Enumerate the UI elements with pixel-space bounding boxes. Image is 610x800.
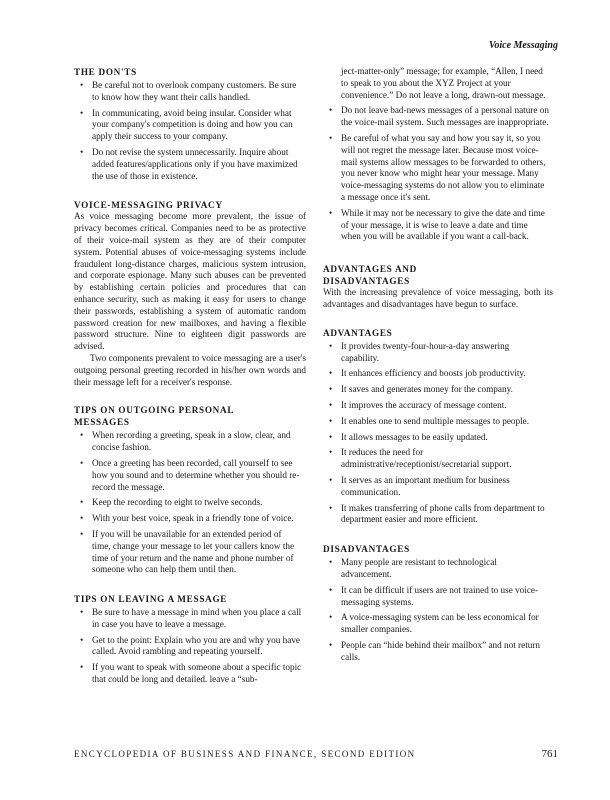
list-item [323, 557, 553, 581]
bullet-icon: • [329, 384, 333, 395]
list-item-text: It enhances efficiency and boosts job productivity. [341, 368, 526, 379]
list-item-text: Be careful not to overlook company customers. Be sure to know how they want their calls handled. [92, 80, 297, 102]
leaving-list [74, 607, 306, 686]
adv-disadv-heading [323, 263, 553, 287]
bullet-icon: • [329, 207, 333, 218]
footer-book-title: ENCYCLOPEDIA OF BUSINESS AND FINANCE, SECOND EDITION [74, 749, 416, 759]
list-item-text: If you want to speak with someone about a specific topic that could be long and detailed. leave a “sub- [92, 662, 302, 685]
bullet-icon: • [329, 415, 333, 426]
list-item [74, 430, 306, 454]
list-item [323, 503, 553, 527]
list-item [74, 635, 306, 659]
bullet-icon: • [329, 340, 333, 351]
bullet-icon: • [80, 80, 84, 90]
list-item [323, 368, 553, 380]
list-item [323, 447, 553, 471]
list-item-text: Do not leave bad-news messages of a personal nature on the voice-mail system. Such messages are inappropriate. [341, 105, 549, 128]
left-column [74, 66, 306, 690]
list-item-text: It saves and generates money for the company. [341, 384, 513, 395]
adv-disadv-heading-line2: DISADVANTAGES [323, 276, 410, 287]
list-item-text: Get to the point: Explain who you are and why you have called. Avoid rambling and repeating yourself. [92, 634, 300, 657]
outgoing-heading-line2: MESSAGES [74, 417, 130, 428]
bullet-icon: • [329, 399, 333, 410]
donts-heading: THE DON'TS [74, 67, 137, 77]
list-item-text: It enables one to send multiple messages to people. [341, 415, 530, 426]
list-item-text: It provides twenty-four-hour-a-day answering capability. [341, 340, 510, 363]
advantages-heading: ADVANTAGES [323, 327, 393, 338]
donts-list [74, 80, 306, 182]
list-item-text: It makes transferring of phone calls from department to department easier and more efficient. [341, 502, 545, 525]
leaving-heading: TIPS ON LEAVING A MESSAGE [74, 594, 228, 605]
bullet-icon: • [329, 447, 333, 458]
bullet-icon: • [80, 497, 84, 508]
list-item [74, 108, 306, 143]
list-item [74, 147, 306, 182]
bullet-icon: • [80, 457, 84, 468]
disadvantages-heading: DISADVANTAGES [323, 544, 410, 555]
bullet-icon: • [80, 513, 84, 524]
list-item-text: Be careful of what you say and how you say it, so you will not regret the message later. Because most voice-mail systems allow messages to be forwarded to others, you never know who might hear your message. Many voice-messaging systems do not allow you to eliminate a message once it's sent. [341, 132, 546, 202]
outgoing-heading-line1: TIPS ON OUTGOING PERSONAL [74, 405, 235, 416]
privacy-paragraph: As voice messaging become more prevalent, the issue of privacy becomes critical. Companies need to be as protective of their voice-mail system as they are of their computer system. Potential abuses of voice-messaging systems include fraudulent long-distance charges, malicious system intrusion, and corporate espionage. Many such abuses can be prevented by establishing certain policies and procedures that can enhance security, such as making it easy for users to change their passwords, establishing a system of automatic random password creation for new mailboxes, and having a flexible password structure. Nine to eighteen digit passwords are advised. [74, 211, 306, 352]
bullet-icon: • [329, 132, 333, 143]
message-tips-list [323, 105, 553, 243]
list-item [323, 384, 553, 396]
list-item [74, 497, 306, 509]
list-item-text: Once a greeting has been recorded, call yourself to see how you sound and to determine whether you should re-record the message. [92, 457, 300, 492]
list-item-text: People can “hide behind their mailbox” and not return calls. [341, 639, 540, 662]
privacy-heading: VOICE-MESSAGING PRIVACY [74, 200, 223, 211]
list-item [323, 612, 553, 636]
list-item [323, 585, 553, 609]
list-item-text: Do not revise the system unnecessarily. Inquire about added features/applications only if you have maximized the use of those in existence. [92, 146, 298, 181]
list-item [323, 105, 553, 129]
right-column [323, 66, 553, 667]
running-head: Voice Messaging [488, 40, 558, 51]
list-item [74, 607, 306, 631]
list-item [74, 80, 306, 104]
list-item-text: A voice-messaging system can be less economical for smaller companies. [341, 612, 539, 635]
list-item-text: It improves the accuracy of message content. [341, 399, 507, 410]
page-number: 761 [541, 748, 558, 760]
list-item [74, 662, 306, 686]
list-item-text: With your best voice, speak in a friendly tone of voice. [92, 513, 294, 524]
list-item [74, 513, 306, 525]
bullet-icon: • [329, 639, 333, 650]
list-item-text: In communicating, avoid being insular. Consider what your company's competition is doing and how you can apply their success to your company. [92, 107, 293, 142]
outgoing-heading [74, 404, 306, 428]
page-footer [74, 749, 558, 759]
bullet-icon: • [329, 502, 333, 513]
list-item [323, 640, 553, 664]
list-item-text: When recording a greeting, speak in a slow, clear, and concise fashion. [92, 430, 291, 453]
list-item-text: While it may not be necessary to give the date and time of your message, it is wise to leave a date and time when you will be available if you want a call-back. [341, 207, 545, 242]
list-item-text: Many people are resistant to technological advancement. [341, 557, 497, 579]
list-item-text: If you will be unavailable for an extended period of time, change your message to let your callers know the time of your return and the name and phone number of someone who can help them until then. [92, 528, 295, 575]
bullet-icon: • [80, 634, 84, 645]
list-item [323, 341, 553, 365]
list-item-text: Keep the recording to eight to twelve seconds. [92, 497, 263, 508]
list-item [323, 133, 553, 204]
adv-disadv-paragraph: With the increasing prevalence of voice messaging, both its advantages and disadvantages have begun to surface. [323, 287, 553, 309]
bullet-icon: • [80, 607, 84, 618]
list-item [323, 432, 553, 444]
bullet-icon: • [329, 584, 333, 595]
advantages-list [323, 341, 553, 526]
list-item [323, 208, 553, 243]
outgoing-list [74, 430, 306, 576]
bullet-icon: • [80, 146, 84, 157]
bullet-icon: • [329, 431, 333, 442]
disadvantages-list [323, 557, 553, 663]
list-item-text: It serves as an important medium for business communication. [341, 474, 510, 497]
list-item [74, 529, 306, 576]
adv-disadv-heading-line1: ADVANTAGES AND [323, 264, 417, 275]
bullet-icon: • [329, 368, 333, 379]
list-item-text: It reduces the need for administrative/receptionist/secretarial support. [341, 447, 512, 470]
list-item-text: It can be difficult if users are not trained to use voice-messaging systems. [341, 584, 539, 607]
bullet-icon: • [80, 662, 84, 673]
privacy-paragraph-2: Two components prevalent to voice messaging are a user's outgoing personal greeting recorded in his/her own words and their message left for a receiver's response. [74, 352, 306, 387]
bullet-icon: • [329, 557, 333, 568]
bullet-icon: • [329, 612, 333, 623]
list-item [323, 475, 553, 499]
bullet-icon: • [329, 474, 333, 485]
list-item-text: It allows messages to be easily updated. [341, 431, 488, 442]
bullet-icon: • [80, 528, 84, 539]
bullet-icon: • [80, 107, 84, 118]
continued-bullet-text: ject-matter-only” message; for example, “Allen, I need to speak to you about the XYZ Project at your convenience.” Do not leave a long, drawn-out message. [341, 66, 546, 100]
list-item [74, 458, 306, 493]
bullet-icon: • [329, 105, 333, 116]
list-item-text: Be sure to have a message in mind when you place a call in case you have to leave a message. [92, 607, 302, 629]
list-item [323, 400, 553, 412]
bullet-icon: • [80, 430, 84, 441]
list-item [323, 416, 553, 428]
